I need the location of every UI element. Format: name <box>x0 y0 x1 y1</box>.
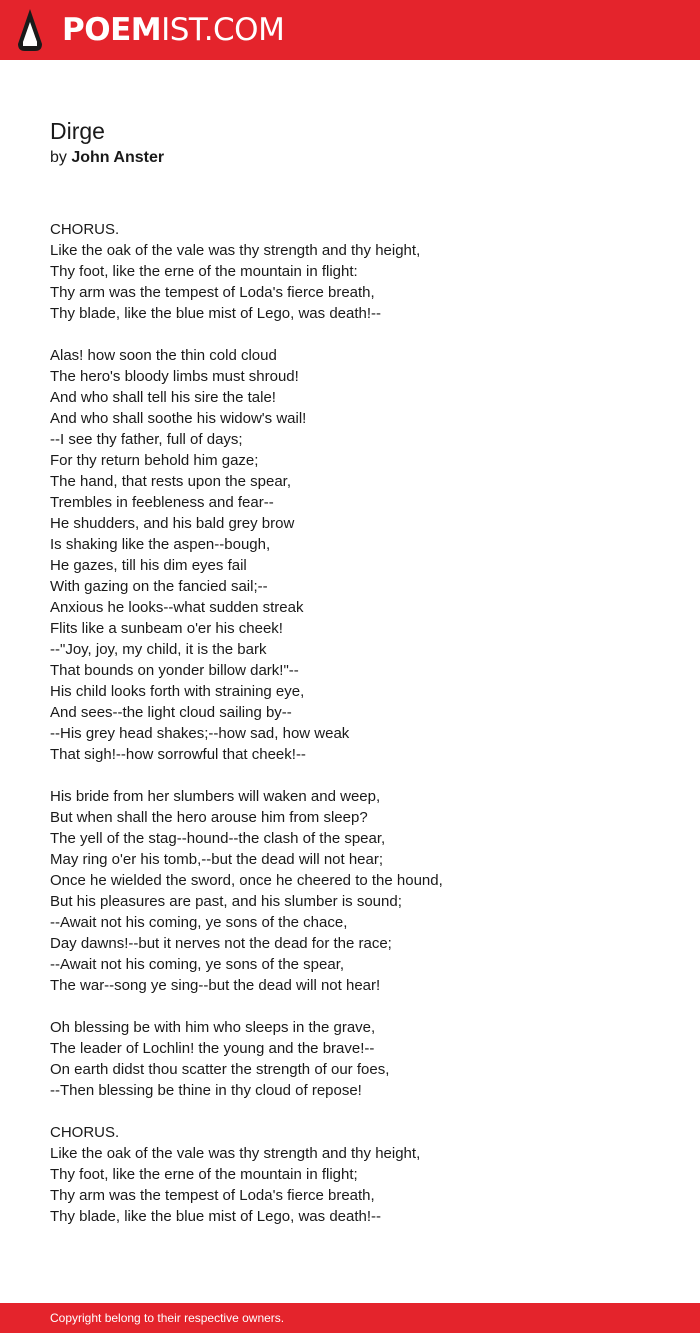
by-label: by <box>50 149 67 166</box>
poem-line: Thy foot, like the erne of the mountain in flight: <box>50 263 358 280</box>
poem-line: For thy return behold him gaze; <box>50 452 259 469</box>
poem-body <box>50 219 670 1248</box>
site-footer <box>0 1303 700 1333</box>
poem-stanza <box>50 786 670 996</box>
poem-line: --Then blessing be thine in thy cloud of repose! <box>50 1082 362 1099</box>
site-header <box>0 0 700 60</box>
poem-line: --His grey head shakes;--how sad, how weak <box>50 725 350 742</box>
poem-line: That bounds on yonder billow dark!"-- <box>50 662 299 679</box>
poem-line: The hero's bloody limbs must shroud! <box>50 368 299 385</box>
poem-line: Thy foot, like the erne of the mountain in flight; <box>50 1166 358 1183</box>
poem-line: Like the oak of the vale was thy strength and thy height, <box>50 242 421 259</box>
author-name: John Anster <box>71 149 165 166</box>
poem-line: Anxious he looks--what sudden streak <box>50 599 304 616</box>
poem-line: On earth didst thou scatter the strength of our foes, <box>50 1061 390 1078</box>
poem-stanza <box>50 1122 670 1227</box>
poem-line: Is shaking like the aspen--bough, <box>50 536 271 553</box>
poem-line: Trembles in feebleness and fear-- <box>50 494 274 511</box>
poem-line: The hand, that rests upon the spear, <box>50 473 291 490</box>
poem-line: --"Joy, joy, my child, it is the bark <box>50 641 267 658</box>
pencil-tip-icon[interactable] <box>17 8 43 52</box>
poem-line: Thy blade, like the blue mist of Lego, was death!-- <box>50 1208 382 1225</box>
copyright-text: Copyright belong to their respective owners. <box>50 1311 285 1325</box>
logo-text-bold: POEM <box>62 12 162 48</box>
poem-line: --Await not his coming, ye sons of the spear, <box>50 956 345 973</box>
poem-line: Thy arm was the tempest of Loda's fierce breath, <box>50 284 375 301</box>
poem-line: Alas! how soon the thin cold cloud <box>50 347 277 364</box>
byline <box>50 148 164 168</box>
poem-line: And who shall tell his sire the tale! <box>50 389 276 406</box>
poem-stanza <box>50 345 670 765</box>
poem-line: CHORUS. <box>50 221 120 238</box>
poem-line: Oh blessing be with him who sleeps in the grave, <box>50 1019 376 1036</box>
poem-line: CHORUS. <box>50 1124 120 1141</box>
poem-line: His bride from her slumbers will waken and weep, <box>50 788 381 805</box>
poem-line: Thy blade, like the blue mist of Lego, was death!-- <box>50 305 382 322</box>
poem-line: Once he wielded the sword, once he cheered to the hound, <box>50 872 443 889</box>
poem-line: Like the oak of the vale was thy strength and thy height, <box>50 1145 421 1162</box>
poem-line: With gazing on the fancied sail;-- <box>50 578 268 595</box>
site-logo[interactable] <box>62 11 284 49</box>
logo-text-light: IST.COM <box>161 12 285 48</box>
poem-stanza <box>50 219 670 324</box>
poem-line: He gazes, till his dim eyes fail <box>50 557 247 574</box>
poem-line: --I see thy father, full of days; <box>50 431 243 448</box>
poem-line: Day dawns!--but it nerves not the dead for the race; <box>50 935 392 952</box>
poem-line: Flits like a sunbeam o'er his cheek! <box>50 620 283 637</box>
poem-title: Dirge <box>50 118 105 144</box>
poem-stanza <box>50 1017 670 1101</box>
poem-line: He shudders, and his bald grey brow <box>50 515 295 532</box>
poem-line: May ring o'er his tomb,--but the dead will not hear; <box>50 851 384 868</box>
poem-line: The leader of Lochlin! the young and the brave!-- <box>50 1040 375 1057</box>
poem-line: The war--song ye sing--but the dead will not hear! <box>50 977 381 994</box>
poem-line: That sigh!--how sorrowful that cheek!-- <box>50 746 306 763</box>
poem-line: And sees--the light cloud sailing by-- <box>50 704 292 721</box>
poem-line: His child looks forth with straining eye, <box>50 683 305 700</box>
poem-line: But when shall the hero arouse him from sleep? <box>50 809 368 826</box>
poem-line: And who shall soothe his widow's wail! <box>50 410 307 427</box>
poem-line: --Await not his coming, ye sons of the chace, <box>50 914 348 931</box>
poem-line: But his pleasures are past, and his slumber is sound; <box>50 893 402 910</box>
poem-line: The yell of the stag--hound--the clash of the spear, <box>50 830 386 847</box>
poem-line: Thy arm was the tempest of Loda's fierce breath, <box>50 1187 375 1204</box>
